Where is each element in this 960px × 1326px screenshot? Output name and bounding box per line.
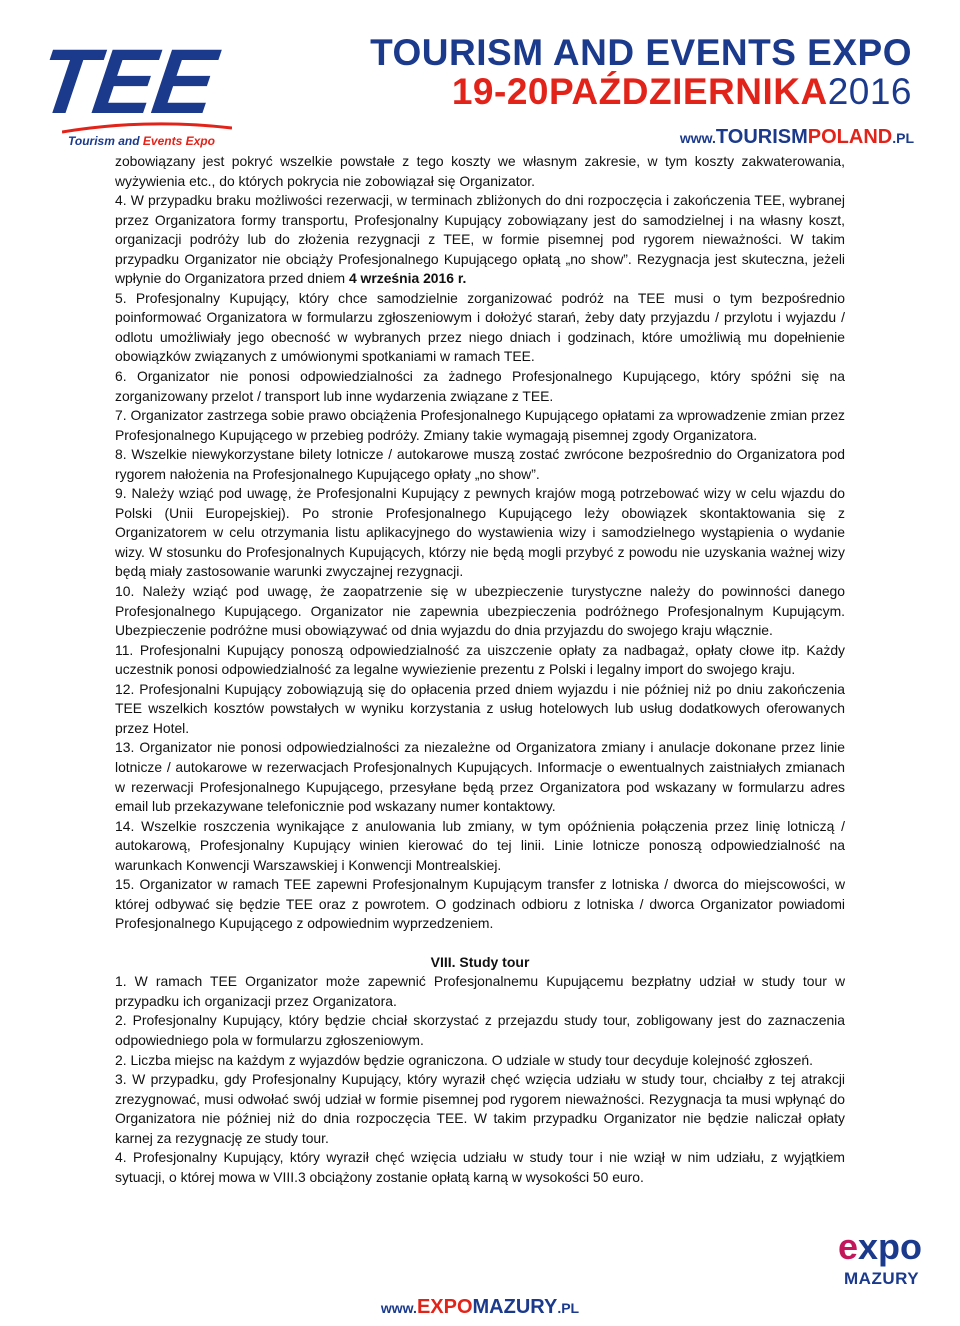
www-part2: POLAND xyxy=(807,126,893,148)
www-suffix: .PL xyxy=(892,130,914,146)
study-tour-3: 3. W przypadku, gdy Profesjonalny Kupujący, który wyraził chęć wzięcia udziału w study tour, chciałby z tej atrakcji zrezygnować, musi odwołać swój udział w formie pisemnej pod rygorem nieważności. Rezygnacja ta musi wpłynąć do Organizatora nie później niż do dnia rozpoczęcia TEE. W takim przypadku Organizator nie będzie naliczał opłaty karnej za rezygnację ze study tour. xyxy=(115,1071,845,1146)
expo-mazury-logo xyxy=(836,1226,923,1297)
expo-logo-text xyxy=(838,1227,922,1267)
footer-www-part2: MAZURY xyxy=(472,1296,558,1318)
study-tour-1: 1. W ramach TEE Organizator może zapewnić Profesjonalnemu Kupującemu bezpłatny udział w study tour w przypadku ich organizacji przez Organizatora. xyxy=(115,973,845,1009)
expo-logo-xpo: xpo xyxy=(858,1226,923,1267)
paragraph-4 xyxy=(115,191,845,289)
section-heading: VIII. Study tour xyxy=(430,953,530,970)
expo-logo-mazury: MAZURY xyxy=(844,1269,920,1288)
paragraph-10: 10. Należy wziąć pod uwagę, że zaopatrzenie się w ubezpieczenie turystyczne należy do powinności danego Profesjonalnego Kupującego. Organizator nie zapewnia ubezpieczenia podróżnego Profesjonalnym Kupującym. Ubezpieczenie podróżne musi obowiązywać od dnia wyjazdu do dnia przyjazdu do swojego kraju włącznie. xyxy=(115,583,845,639)
www-prefix: www. xyxy=(679,130,716,146)
footer-www-suffix: .PL xyxy=(557,1300,580,1316)
document-body xyxy=(115,152,845,1187)
paragraph-6: 6. Organizator nie ponosi odpowiedzialności za żadnego Profesjonalnego Kupującego, który spóźni się na zorganizowany przelot / transport lub inne wydarzenia związane z TEE. xyxy=(115,368,845,404)
paragraph-15: 15. Organizator w ramach TEE zapewni Profesjonalnym Kupującym transfer z lotniska / dworca do miejscowości, w której odbywać się będzie TEE oraz z powrotem. O godzinach odbioru z lotniska / dworca Organizator powiadomi Profesjonalnego Kupującego z odpowiednim wyprzedzeniem. xyxy=(115,876,845,932)
tee-logo xyxy=(32,31,240,148)
footer-www-prefix: www. xyxy=(380,1300,417,1316)
tee-logo-tagline xyxy=(68,134,215,148)
study-tour-2b: 2. Liczba miejsc na każdym z wyjazdów będzie ograniczona. O udziale w study tour decyduje kolejność zgłoszeń. xyxy=(115,1051,813,1068)
page-header xyxy=(0,0,960,150)
event-title-line1: TOURISM AND EVENTS EXPO xyxy=(370,32,912,73)
paragraph-5: 5. Profesjonalny Kupujący, który chce samodzielnie zorganizować podróż na TEE musi o tym bezpośrednio poinformować Organizatora w formularzu zgłoszeniowym i dołożyć starań, żeby daty przyjazdu / przylotu i wyjazdu / odlotu umożliwiały jego obecność w wybranych przez niego dniach i godzinach, które umożliwią mu dopełnienie obowiązków związanych z umówionymi spotkaniami w ramach TEE. xyxy=(115,289,845,365)
footer-website-link[interactable] xyxy=(0,1296,960,1319)
paragraph-9: 9. Należy wziąć pod uwagę, że Profesjonalni Kupujący z pewnych krajów mogą potrzebować wizy w celu wjazdu do Polski (Unii Europejskiej). Po stronie Profesjonalnego Kupującego leży obowiązek skontaktowania się z Organizatorem w celu otrzymania listu aplikacyjnego do wystawienia wizy i samodzielnego wystąpienia o wydanie wizy. W stosunku do Profesjonalnych Kupujących, którzy nie będą mogli przybyć z powodu nie uzyskania ważnej wizy będą miały zastosowanie warunki zwyczajnej rezygnacji. xyxy=(115,485,845,580)
paragraph-4-text: 4. W przypadku braku możliwości rezerwacji, w terminach zbliżonych do dni rozpoczęcia i zakończenia TEE, wybranej przez Organizatora formy transportu, Profesjonalny Kupujący zobowiązany jest do samodzielnej i na własny koszt, organizacji podróży lub do złożenia rezygnacji z TEE, w formie pisemnej pod rygorem nieważności. W takim przypadku Organizator nie obciąży Profesjonalnego Kupującego opłatą „no show”. Rezygnacja jest skuteczna, jeżeli wpłynie do Organizatora przed dniem xyxy=(115,192,845,287)
paragraph-4-date: 4 września 2016 r. xyxy=(348,270,467,287)
event-dates-text: 19-20PAŹDZIERNIKA xyxy=(451,71,828,112)
header-website-link[interactable] xyxy=(680,126,914,149)
tee-logo-letters: TEE xyxy=(32,31,221,133)
paragraph-8: 8. Wszelkie niewykorzystane bilety lotnicze / autokarowe muszą zostać zwrócone bezpośrednio do Organizatora pod rygorem nałożenia na Profesjonalnego Kupującego opłaty „no show”. xyxy=(115,446,845,482)
paragraph-12: 12. Profesjonalni Kupujący zobowiązują się do opłacenia przed dniem wyjazdu i nie później niż po dniu zakończenia TEE wszelkich kosztów powstałych w wyniku korzystania z usług hotelowych lub usług dodatkowych oferowanych przez Hotel. xyxy=(115,680,845,736)
paragraph-14: 14. Wszelkie roszczenia wynikające z anulowania lub zmiany, w tym opóźnienia połączenia przez linię lotniczą / autokarową, Profesjonalny Kupujący winien kierować do tej linii. Linie lotnicze ponoszą odpowiedzialność na warunkach Konwencji Warszawskiej i Konwencji Montrealskiej. xyxy=(115,817,845,873)
expo-logo-e: e xyxy=(838,1226,859,1267)
study-tour-2: 2. Profesjonalny Kupujący, który będzie chciał skorzystać z przejazdu study tour, zobligowany jest do zaznaczenia odpowiedniego pola w formularzu zgłoszeniowym. xyxy=(115,1012,845,1049)
study-tour-4: 4. Profesjonalny Kupujący, który wyraził chęć wzięcia udziału w study tour i nie wziął w nim udziału, z wyjątkiem sytuacji, o której mowa w VIII.3 obciążony zostanie opłatą karną w wysokości 50 euro. xyxy=(115,1149,845,1185)
footer-www-part1: EXPO xyxy=(416,1296,473,1318)
event-title xyxy=(370,34,912,112)
paragraph-13: 13. Organizator nie ponosi odpowiedzialności za niezależne od Organizatora zmiany i anulacje dokonane przez linie lotnicze / autokarowe w rezerwacjach Profesjonalnych Kupujących. Informacje o ewentualnych zaistniałych zmianach w rezerwacji Profesjonalnego Kupującego, przesyłane będą przez Organizatora pod wskazany w formularzu adres email lub przekazywane telefonicznie pod wskazany numer kontaktowy. xyxy=(115,739,845,815)
event-year: 2016 xyxy=(827,71,912,112)
event-dates xyxy=(370,72,912,112)
tagline-part1: Tourism and xyxy=(68,134,143,148)
logo-swoosh-icon xyxy=(62,122,232,134)
tagline-part2: Events Expo xyxy=(142,134,215,148)
paragraph-intro: zobowiązany jest pokryć wszelkie powstałe z tego koszty we własnym zakresie, w tym koszty zakwaterowania, wyżywienia etc., do których pokrycia nie zobowiązał się Organizator. xyxy=(115,153,845,189)
www-part1: TOURISM xyxy=(715,126,808,148)
paragraph-11: 11. Profesjonalni Kupujący ponoszą odpowiedzialność za uiszczenie opłaty za nadbagaż, opłaty cłowe itp. Każdy uczestnik ponosi odpowiedzialność za legalne wywiezienie prezentu z Polski i legalny import do swojego kraju. xyxy=(115,641,845,678)
paragraph-7: 7. Organizator zastrzega sobie prawo obciążenia Profesjonalnego Kupującego opłatami za wprowadzenie zmian przez Profesjonalnego Kupującego w przebieg podróży. Zmiany takie wymagają pisemnej zgody Organizatora. xyxy=(115,407,845,443)
